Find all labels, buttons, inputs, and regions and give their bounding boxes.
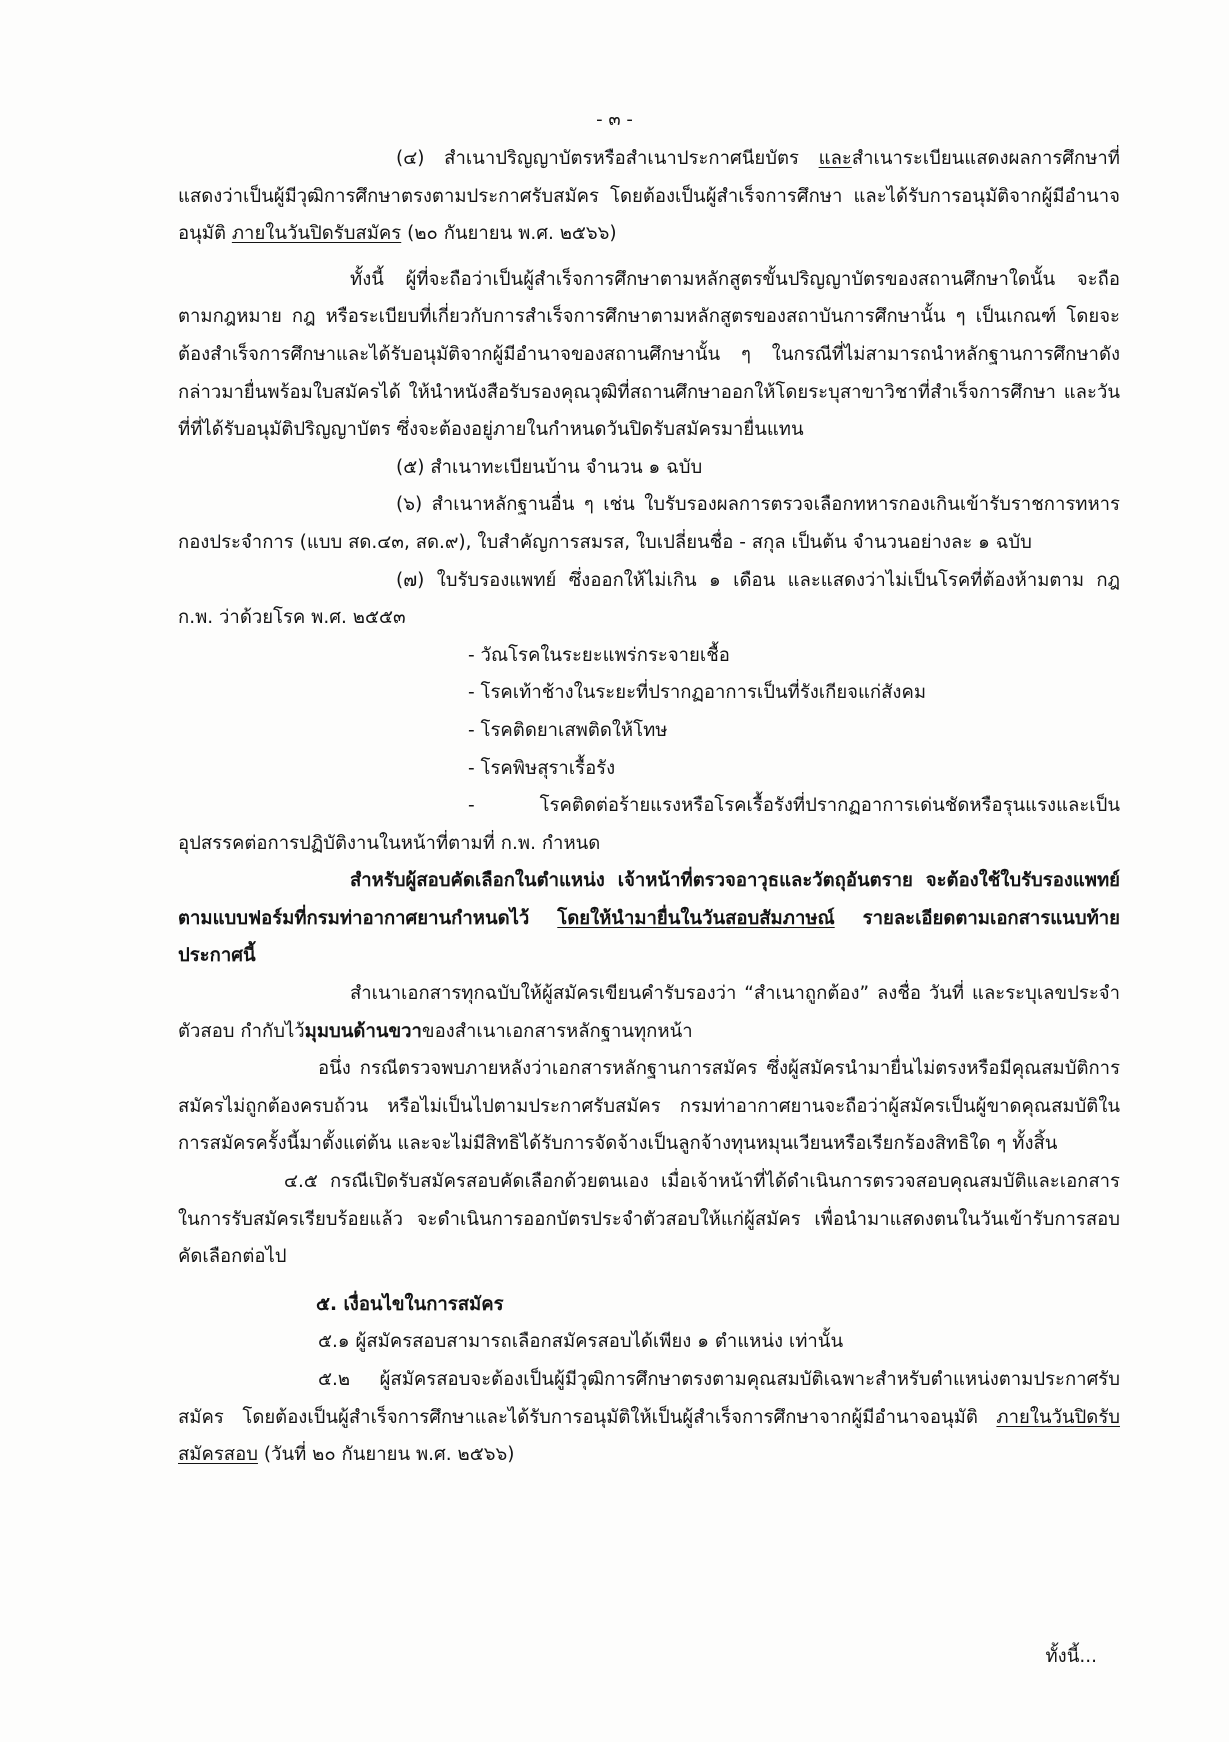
disease-list-item: - โรคติดยาเสพติดให้โทษ: [468, 719, 668, 741]
clause-5-2-emphasis: ภายในวันปิดรับสมัครสอบ: [178, 1406, 1120, 1466]
item-7-paragraph: (๗) ใบรับรองแพทย์ ซึ่งออกให้ไม่เกิน ๑ เดือน และแสดงว่าไม่เป็นโรคที่ต้องห้ามตาม กฎ ก.พ. ว่าด้วยโรค พ.ศ. ๒๕๕๓: [178, 569, 1120, 629]
item-4-and-emphasis: และ: [818, 148, 852, 169]
page-number: - ๓ -: [596, 109, 633, 130]
disqualification-paragraph: อนึ่ง กรณีตรวจพบภายหลังว่าเอกสารหลักฐานการสมัคร ซึ่งผู้สมัครนำมายื่นไม่ตรงหรือมีคุณสมบัติการสมัครไม่ถูกต้องครบถ้วน หรือไม่เป็นไปตามประกาศรับสมัคร กรมท่าอากาศยานจะถือว่าผู้สมัครเป็นผู้ขาดคุณสมบัติในการสมัครครั้งนี้มาตั้งแต่ต้น และจะไม่มีสิทธิได้รับการจัดจ้างเป็นลูกจ้างทุนหมุนเวียนหรือเรียกร้องสิทธิใด ๆ ทั้งสิ้น: [178, 1058, 1120, 1155]
item-5-paragraph: (๕) สำเนาทะเบียนบ้าน จำนวน ๑ ฉบับ: [396, 456, 703, 478]
clause-5-2-paragraph: [178, 1361, 1120, 1474]
medical-note-emphasis: โดยให้นำมายื่นในวันสอบสัมภาษณ์: [557, 907, 835, 929]
clause-5-1-paragraph: ๕.๑ ผู้สมัครสอบสามารถเลือกสมัครสอบได้เพียง ๑ ตำแหน่ง เท่านั้น: [318, 1331, 844, 1353]
item-6-paragraph: (๖) สำเนาหลักฐานอื่น ๆ เช่น ใบรับรองผลการตรวจเลือกทหารกองเกินเข้ารับราชการทหารกองประจำการ (แบบ สด.๔๓, สด.๙), ใบสำคัญการสมรส, ใบเปลี่ยนชื่อ - สกุล เป็นต้น จำนวนอย่างละ ๑ ฉบับ: [178, 494, 1120, 553]
disease-list-item: - โรคเท้าช้างในระยะที่ปรากฏอาการเป็นที่รังเกียจแก่สังคม: [468, 682, 927, 704]
graduation-criteria-paragraph: ทั้งนี้ ผู้ที่จะถือว่าเป็นผู้สำเร็จการศึกษาตามหลักสูตรขั้นปริญญาบัตรของสถานศึกษาใดนั้น จะถือตามกฎหมาย กฎ หรือระเบียบที่เกี่ยวกับการสำเร็จการศึกษาตามหลักสูตรของสถาบันการศึกษานั้น ๆ เป็นเกณฑ์ โดยจะต้องสำเร็จการศึกษาและได้รับอนุมัติจากผู้มีอำนาจของสถานศึกษานั้น ๆ ในกรณีที่ไม่สามารถนำหลักฐานการศึกษาดังกล่าวมายื่นพร้อมใบสมัครได้ ให้นำหนังสือรับรองคุณวุฒิที่สถานศึกษาออกให้โดยระบุสาขาวิชาที่สำเร็จการศึกษา และวันที่ที่ได้รับอนุมัติปริญญาบัตร ซึ่งจะต้องอยู่ภายในกำหนดวันปิดรับสมัครมายื่นแทน: [178, 268, 1120, 441]
item-4-text-continued: สำเนาระเบียนแสดงผลการศึกษาที่แสดงว่าเป็นผู้มีวุฒิการศึกษาตรงตามประกาศรับสมัคร โดยต้องเป็นผู้สำเร็จการศึกษา และได้รับการอนุมัติจากผู้มีอำนาจอนุมัติ: [178, 148, 1120, 245]
top-right-corner-emphasis: มุมบนด้านขวา: [304, 1020, 422, 1042]
copy-certification-text: สำเนาเอกสารทุกฉบับให้ผู้สมัครเขียนคำรับรองว่า “สำเนาถูกต้อง” ลงชื่อ วันที่ และระบุเลขประจำตัวสอบ กำกับไว้: [178, 983, 1120, 1042]
closing-date-text: (๒๐ กันยายน พ.ศ. ๒๕๖๖): [401, 223, 617, 245]
disease-list-item: - โรคพิษสุราเรื้อรัง: [468, 757, 616, 779]
item-4-paragraph: [178, 140, 1120, 253]
disease-list-item: - โรคติดต่อร้ายแรงหรือโรคเรื้อรังที่ปรากฏอาการเด่นชัดหรือรุนแรงและเป็นอุปสรรคต่อการปฏิบัติงานในหน้าที่ตามที่ ก.พ. กำหนด: [178, 795, 1120, 854]
copy-certification-paragraph: [178, 975, 1120, 1050]
medical-note-text-continued: รายละเอียดตามเอกสารแนบท้ายประกาศนี้: [178, 907, 1120, 967]
continuation-marker: ทั้งนี้...: [1045, 1646, 1097, 1667]
clause-5-2-date: (วันที่ ๒๐ กันยายน พ.ศ. ๒๕๖๖): [257, 1444, 515, 1466]
medical-certificate-note: [178, 862, 1120, 975]
section-5-heading: ๕. เงื่อนไขในการสมัคร: [316, 1293, 504, 1315]
document-body: [178, 140, 1120, 1474]
item-4-text: (๔) สำเนาปริญญาบัตรหรือสำเนาประกาศนียบัตร: [396, 148, 819, 169]
disease-list-item: - วัณโรคในระยะแพร่กระจายเชื้อ: [468, 644, 730, 666]
clause-5-2-text: ๕.๒ ผู้สมัครสอบจะต้องเป็นผู้มีวุฒิการศึกษาตรงตามคุณสมบัติเฉพาะสำหรับตำแหน่งตามประกาศรับสมัคร โดยต้องเป็นผู้สำเร็จการศึกษาและได้รับการอนุมัติให้เป็นผู้สำเร็จการศึกษาจากผู้มีอำนาจอนุมัติ: [178, 1369, 1120, 1428]
copy-certification-text-continued: ของสำเนาเอกสารหลักฐานทุกหน้า: [421, 1020, 693, 1042]
medical-note-text: สำหรับผู้สอบคัดเลือกในตำแหน่ง เจ้าหน้าที่ตรวจอาวุธและวัตถุอันตราย จะต้องใช้ใบรับรองแพทย์ ตามแบบฟอร์มที่กรมท่าอากาศยานกำหนดไว้: [178, 870, 1120, 929]
closing-date-emphasis: ภายในวันปิดรับสมัคร: [231, 223, 402, 245]
clause-4-5-paragraph: ๔.๕ กรณีเปิดรับสมัครสอบคัดเลือกด้วยตนเอง เมื่อเจ้าหน้าที่ได้ดำเนินการตรวจสอบคุณสมบัติและเอกสารในการรับสมัครเรียบร้อยแล้ว จะดำเนินการออกบัตรประจำตัวสอบให้แก่ผู้สมัคร เพื่อนำมาแสดงตนในวันเข้ารับการสอบคัดเลือกต่อไป: [178, 1171, 1120, 1268]
